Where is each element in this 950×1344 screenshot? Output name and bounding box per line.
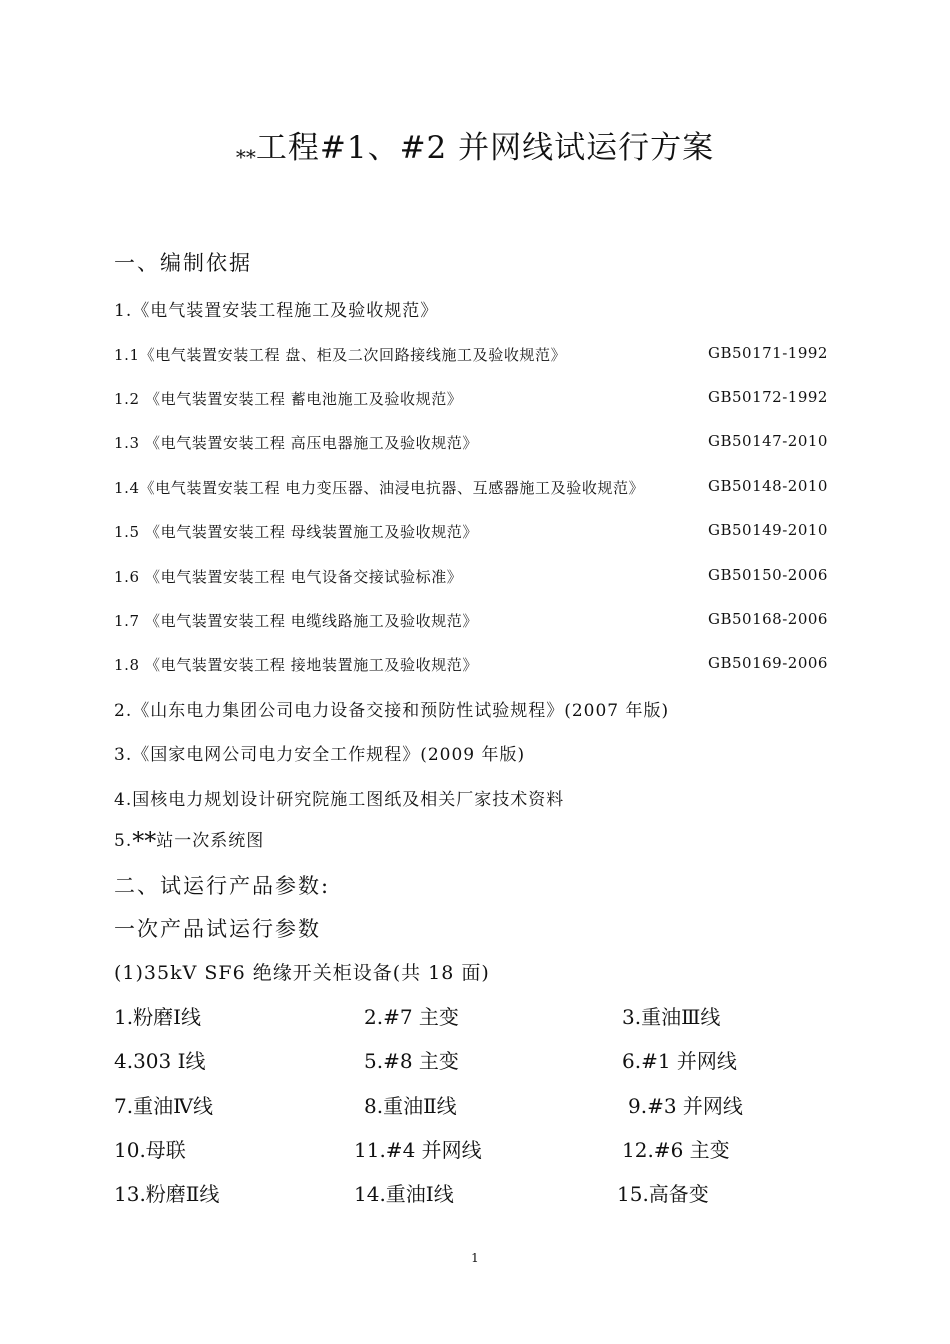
ref-code: GB50168-2006 bbox=[708, 610, 828, 628]
equipment-item: 9.#3 并网线 bbox=[628, 1094, 743, 1118]
equipment-item: 11.#4 并网线 bbox=[354, 1138, 482, 1162]
ref-label: 1.8 《电气装置安装工程 接地装置施工及验收规范》 bbox=[114, 656, 478, 674]
equipment-item: 3.重油Ⅲ线 bbox=[622, 1005, 721, 1029]
equipment-item: 5.#8 主变 bbox=[364, 1049, 459, 1073]
equipment-item: 1.粉磨Ⅰ线 bbox=[114, 1005, 201, 1029]
ref-label: 1.6 《电气装置安装工程 电气设备交接试验标准》 bbox=[114, 568, 463, 586]
equipment-item: 14.重油Ⅰ线 bbox=[354, 1182, 454, 1206]
ref-code: GB50149-2010 bbox=[708, 521, 828, 539]
section-heading-basis: 一、编制依据 bbox=[114, 251, 252, 275]
ref-code: GB50171-1992 bbox=[708, 344, 828, 362]
ref-1-5 bbox=[114, 521, 828, 542]
ref-code: GB50169-2006 bbox=[708, 654, 828, 672]
group-heading-switchgear: (1)35kV SF6 绝缘开关柜设备(共 18 面) bbox=[114, 962, 490, 984]
ref-1: 1.《电气装置安装工程施工及验收规范》 bbox=[114, 301, 439, 321]
ref-5-prefix: 5. bbox=[114, 831, 133, 851]
ref-label: 1.5 《电气装置安装工程 母线装置施工及验收规范》 bbox=[114, 523, 478, 541]
document-title bbox=[0, 122, 950, 169]
ref-1-6 bbox=[114, 566, 828, 587]
section-heading-params: 二、试运行产品参数: bbox=[114, 874, 331, 898]
ref-code: GB50148-2010 bbox=[708, 477, 828, 495]
ref-2: 2.《山东电力集团公司电力设备交接和预防性试验规程》(2007 年版) bbox=[114, 701, 670, 721]
ref-1-4 bbox=[114, 477, 828, 498]
ref-code: GB50150-2006 bbox=[708, 566, 828, 584]
ref-label: 1.3 《电气装置安装工程 高压电器施工及验收规范》 bbox=[114, 434, 478, 452]
equipment-item: 10.母联 bbox=[114, 1138, 186, 1162]
equipment-row bbox=[0, 1001, 950, 1031]
ref-5 bbox=[114, 826, 264, 855]
ref-5-text: 站一次系统图 bbox=[156, 831, 265, 851]
ref-label: 1.2 《电气装置安装工程 蓄电池施工及验收规范》 bbox=[114, 390, 463, 408]
ref-code: GB50147-2010 bbox=[708, 432, 828, 450]
ref-3: 3.《国家电网公司电力安全工作规程》(2009 年版) bbox=[114, 745, 526, 765]
title-stars: ** bbox=[235, 145, 256, 169]
ref-1-1 bbox=[114, 344, 828, 365]
equipment-row bbox=[0, 1178, 950, 1208]
equipment-row bbox=[0, 1090, 950, 1120]
ref-label: 1.1《电气装置安装工程 盘、柜及二次回路接线施工及验收规范》 bbox=[114, 346, 567, 364]
ref-code: GB50172-1992 bbox=[708, 388, 828, 406]
ref-1-2 bbox=[114, 388, 828, 409]
equipment-row bbox=[0, 1134, 950, 1164]
equipment-item: 15.高备变 bbox=[617, 1182, 709, 1206]
ref-1-7 bbox=[114, 610, 828, 631]
page-number: 1 bbox=[471, 1251, 479, 1265]
equipment-row bbox=[0, 1045, 950, 1075]
ref-1-3 bbox=[114, 432, 828, 453]
equipment-item: 6.#1 并网线 bbox=[622, 1049, 737, 1073]
ref-label: 1.4《电气装置安装工程 电力变压器、油浸电抗器、互感器施工及验收规范》 bbox=[114, 479, 645, 497]
title-text: 工程#1、#2 并网线试运行方案 bbox=[255, 130, 715, 166]
equipment-item: 4.303 Ⅰ线 bbox=[114, 1049, 206, 1073]
ref-4: 4.国核电力规划设计研究院施工图纸及相关厂家技术资料 bbox=[114, 790, 565, 810]
equipment-item: 13.粉磨Ⅱ线 bbox=[114, 1182, 220, 1206]
equipment-item: 2.#7 主变 bbox=[364, 1005, 459, 1029]
ref-5-stars: ** bbox=[132, 827, 157, 855]
ref-1-8 bbox=[114, 654, 828, 675]
equipment-item: 7.重油Ⅳ线 bbox=[114, 1094, 214, 1118]
equipment-item: 8.重油Ⅱ线 bbox=[364, 1094, 457, 1118]
ref-label: 1.7 《电气装置安装工程 电缆线路施工及验收规范》 bbox=[114, 612, 478, 630]
equipment-item: 12.#6 主变 bbox=[622, 1138, 730, 1162]
subheading-primary-params: 一次产品试运行参数 bbox=[114, 917, 321, 941]
